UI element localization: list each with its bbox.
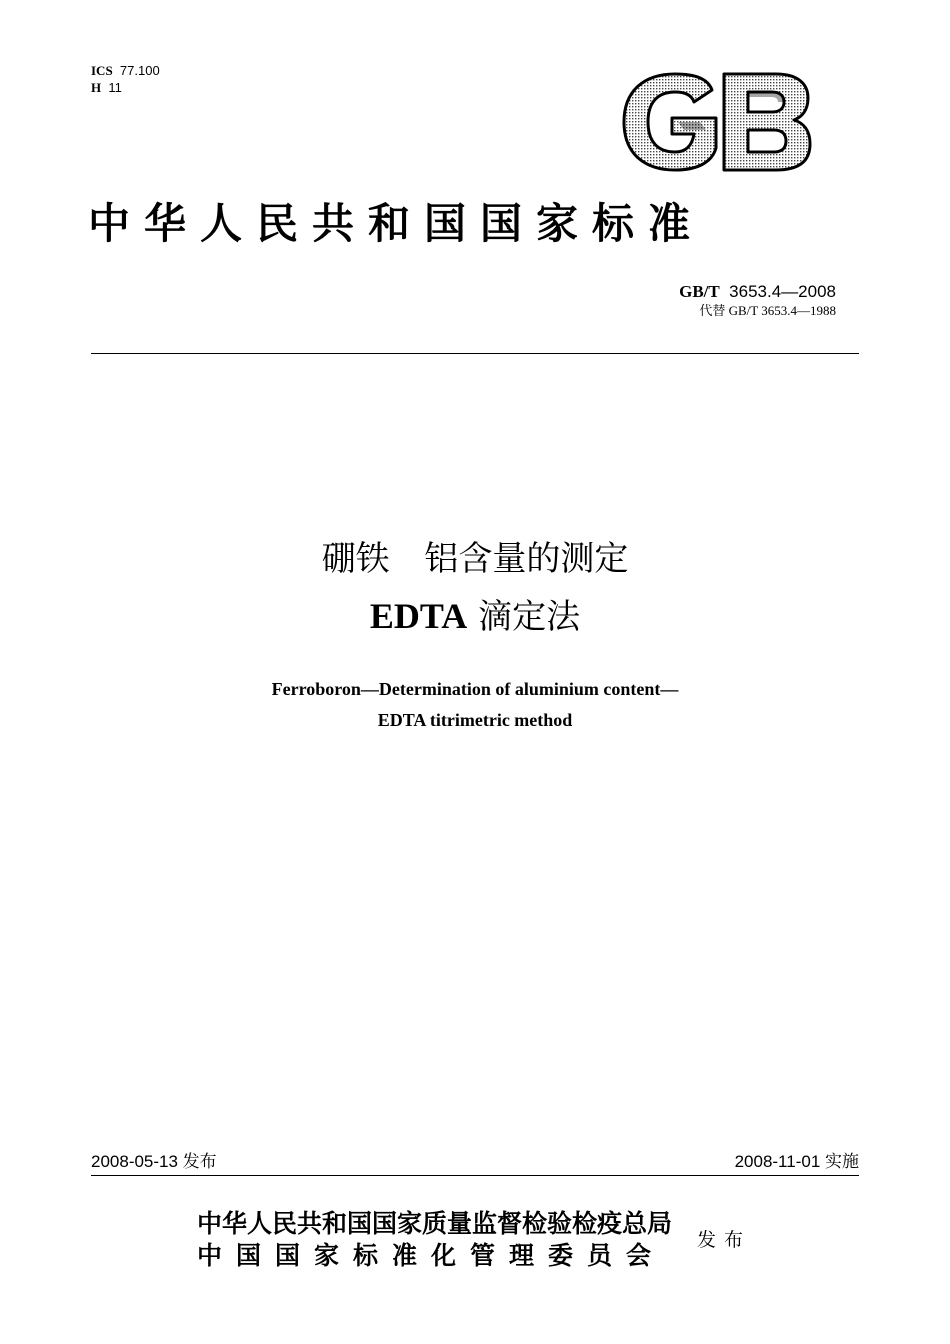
ics-code	[91, 62, 160, 79]
implementation-date: 2008-11-01 实施	[734, 1152, 859, 1171]
ics-value: 77.100	[119, 63, 160, 78]
issued-label: 发布	[697, 1229, 752, 1251]
header-divider	[91, 353, 859, 354]
ccs-value: 11	[108, 80, 122, 95]
standard-number	[679, 282, 836, 302]
classification-codes	[91, 62, 160, 96]
document-title-en-line2: EDTA titrimetric method	[377, 710, 573, 730]
replaces-standard: 代替 GB/T 3653.4—1988	[699, 303, 836, 318]
national-standard-title: 中华人民共和国国家标准	[88, 199, 705, 248]
title-edta: EDTA	[369, 596, 468, 636]
standard-code: 3653.4—2008	[729, 282, 836, 301]
gb-logo	[620, 70, 812, 174]
standard-prefix: GB/T	[679, 282, 720, 301]
ics-label: ICS	[91, 63, 113, 78]
ccs-code	[91, 79, 160, 96]
issuer-sac: 中国国家标准化管理委员会	[197, 1241, 666, 1270]
title-method-cn: 滴定法	[467, 597, 581, 637]
document-title-en-line1: Ferroboron—Determination of aluminium content—	[271, 679, 679, 699]
footer-divider	[91, 1175, 859, 1176]
issuer-aqsiq: 中华人民共和国国家质量监督检验检疫总局	[197, 1209, 673, 1238]
document-title-cn-line2	[0, 594, 950, 639]
issue-date: 2008-05-13 发布	[91, 1152, 217, 1171]
ccs-label: H	[91, 80, 102, 95]
document-title-cn-line1: 硼铁 铝含量的测定	[321, 539, 629, 579]
